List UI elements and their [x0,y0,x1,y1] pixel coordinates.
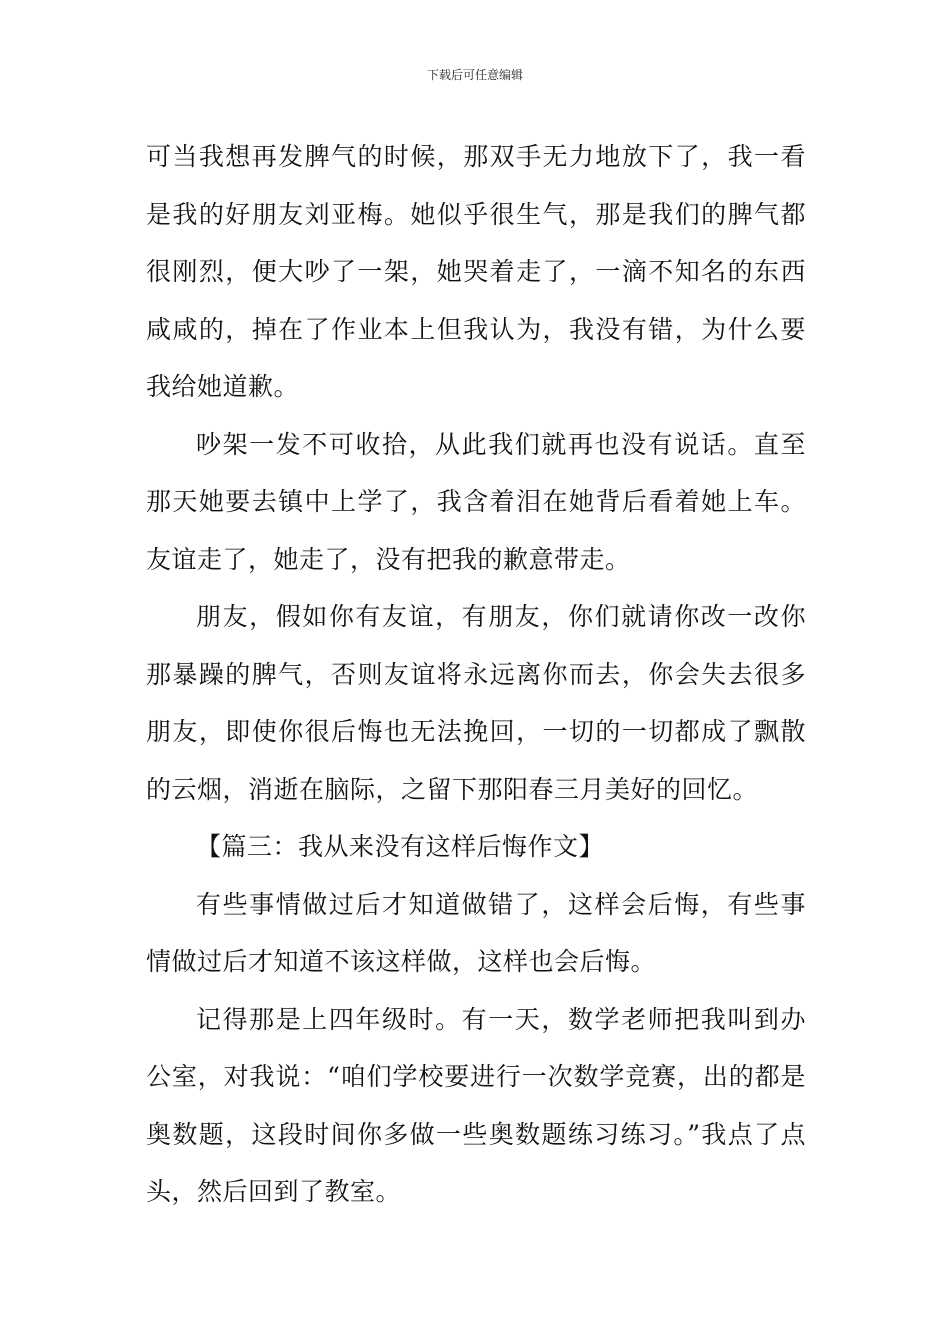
paragraph-1: 可当我想再发脾气的时候，那双手无力地放下了，我一看是我的好朋友刘亚梅。她似乎很生气，那是我们的脾气都很刚烈，便大吵了一架，她哭着走了，一滴不知名的东西咸咸的，掉在了作业本上但我认为，我没有错，为什么要我给她道歉。 [146,142,806,401]
document-body [146,128,806,1221]
section-heading: 【篇三：我从来没有这样后悔作文】 [196,832,605,861]
page-header: 下载后可任意编辑 [426,68,523,82]
paragraph-4: 有些事情做过后才知道做错了，这样会后悔，有些事情做过后才知道不该这样做，这样也会后悔。 [146,889,806,976]
paragraph-3: 朋友，假如你有友谊，有朋友，你们就请你改一改你那暴躁的脾气，否则友谊将永远离你而去，你会失去很多朋友，即使你很后悔也无法挽回，一切的一切都成了飘散的云烟，消逝在脑际，之留下那阳春三月美好的回忆。 [146,602,806,804]
paragraph-5: 记得那是上四年级时。有一天，数学老师把我叫到办公室，对我说：“咱们学校要进行一次数学竞赛，出的都是奥数题，这段时间你多做一些奥数题练习练习。”我点了点头，然后回到了教室。 [146,1004,806,1206]
paragraph-2: 吵架一发不可收拾，从此我们就再也没有说话。直至那天她要去镇中上学了，我含着泪在她背后看着她上车。友谊走了，她走了，没有把我的歉意带走。 [146,429,806,574]
